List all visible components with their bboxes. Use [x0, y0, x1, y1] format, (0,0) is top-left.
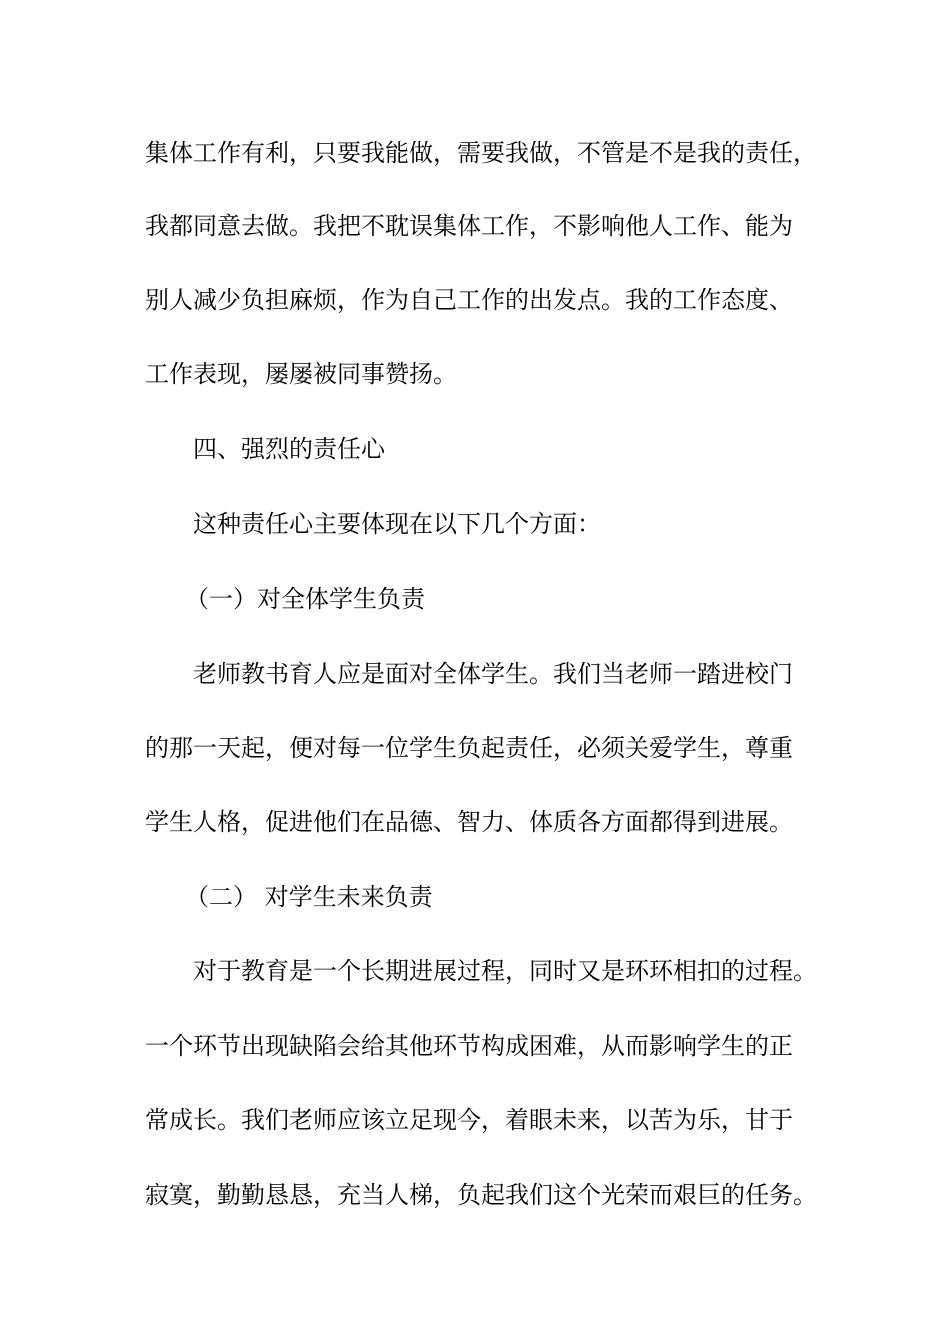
body-text-line: 的那一天起，便对每一位学生负起责任，必须关爱学生，尊重	[145, 734, 793, 762]
body-text-line: 老师教书育人应是面对全体学生。我们当老师一踏进校门	[193, 660, 793, 688]
subsection-heading: （二） 对学生未来负责	[185, 883, 433, 911]
body-text-line: 常成长。我们老师应该立足现今，着眼未来，以苦为乐，甘于	[145, 1106, 793, 1134]
section-heading: 四、强烈的责任心	[193, 435, 385, 463]
body-text-line: 我都同意去做。我把不耽误集体工作，不影响他人工作、能为	[145, 212, 793, 240]
body-text-line: 学生人格，促进他们在品德、智力、体质各方面都得到进展。	[145, 808, 793, 836]
body-text-line: 这种责任心主要体现在以下几个方面：	[193, 510, 601, 538]
body-text-line: 集体工作有利，只要我能做，需要我做，不管是不是我的责任，	[145, 139, 817, 167]
body-text-line: 工作表现，屡屡被同事赞扬。	[145, 360, 457, 388]
subsection-heading: （一）对全体学生负责	[185, 585, 425, 613]
body-text-line: 对于教育是一个长期进展过程，同时又是环环相扣的过程。	[193, 957, 817, 985]
body-text-line: 寂寞，勤勤恳恳，充当人梯，负起我们这个光荣而艰巨的任务。	[145, 1181, 817, 1209]
body-text-line: 一个环节出现缺陷会给其他环节构成困难，从而影响学生的正	[145, 1032, 793, 1060]
body-text-line: 别人减少负担麻烦，作为自己工作的出发点。我的工作态度、	[145, 286, 793, 314]
